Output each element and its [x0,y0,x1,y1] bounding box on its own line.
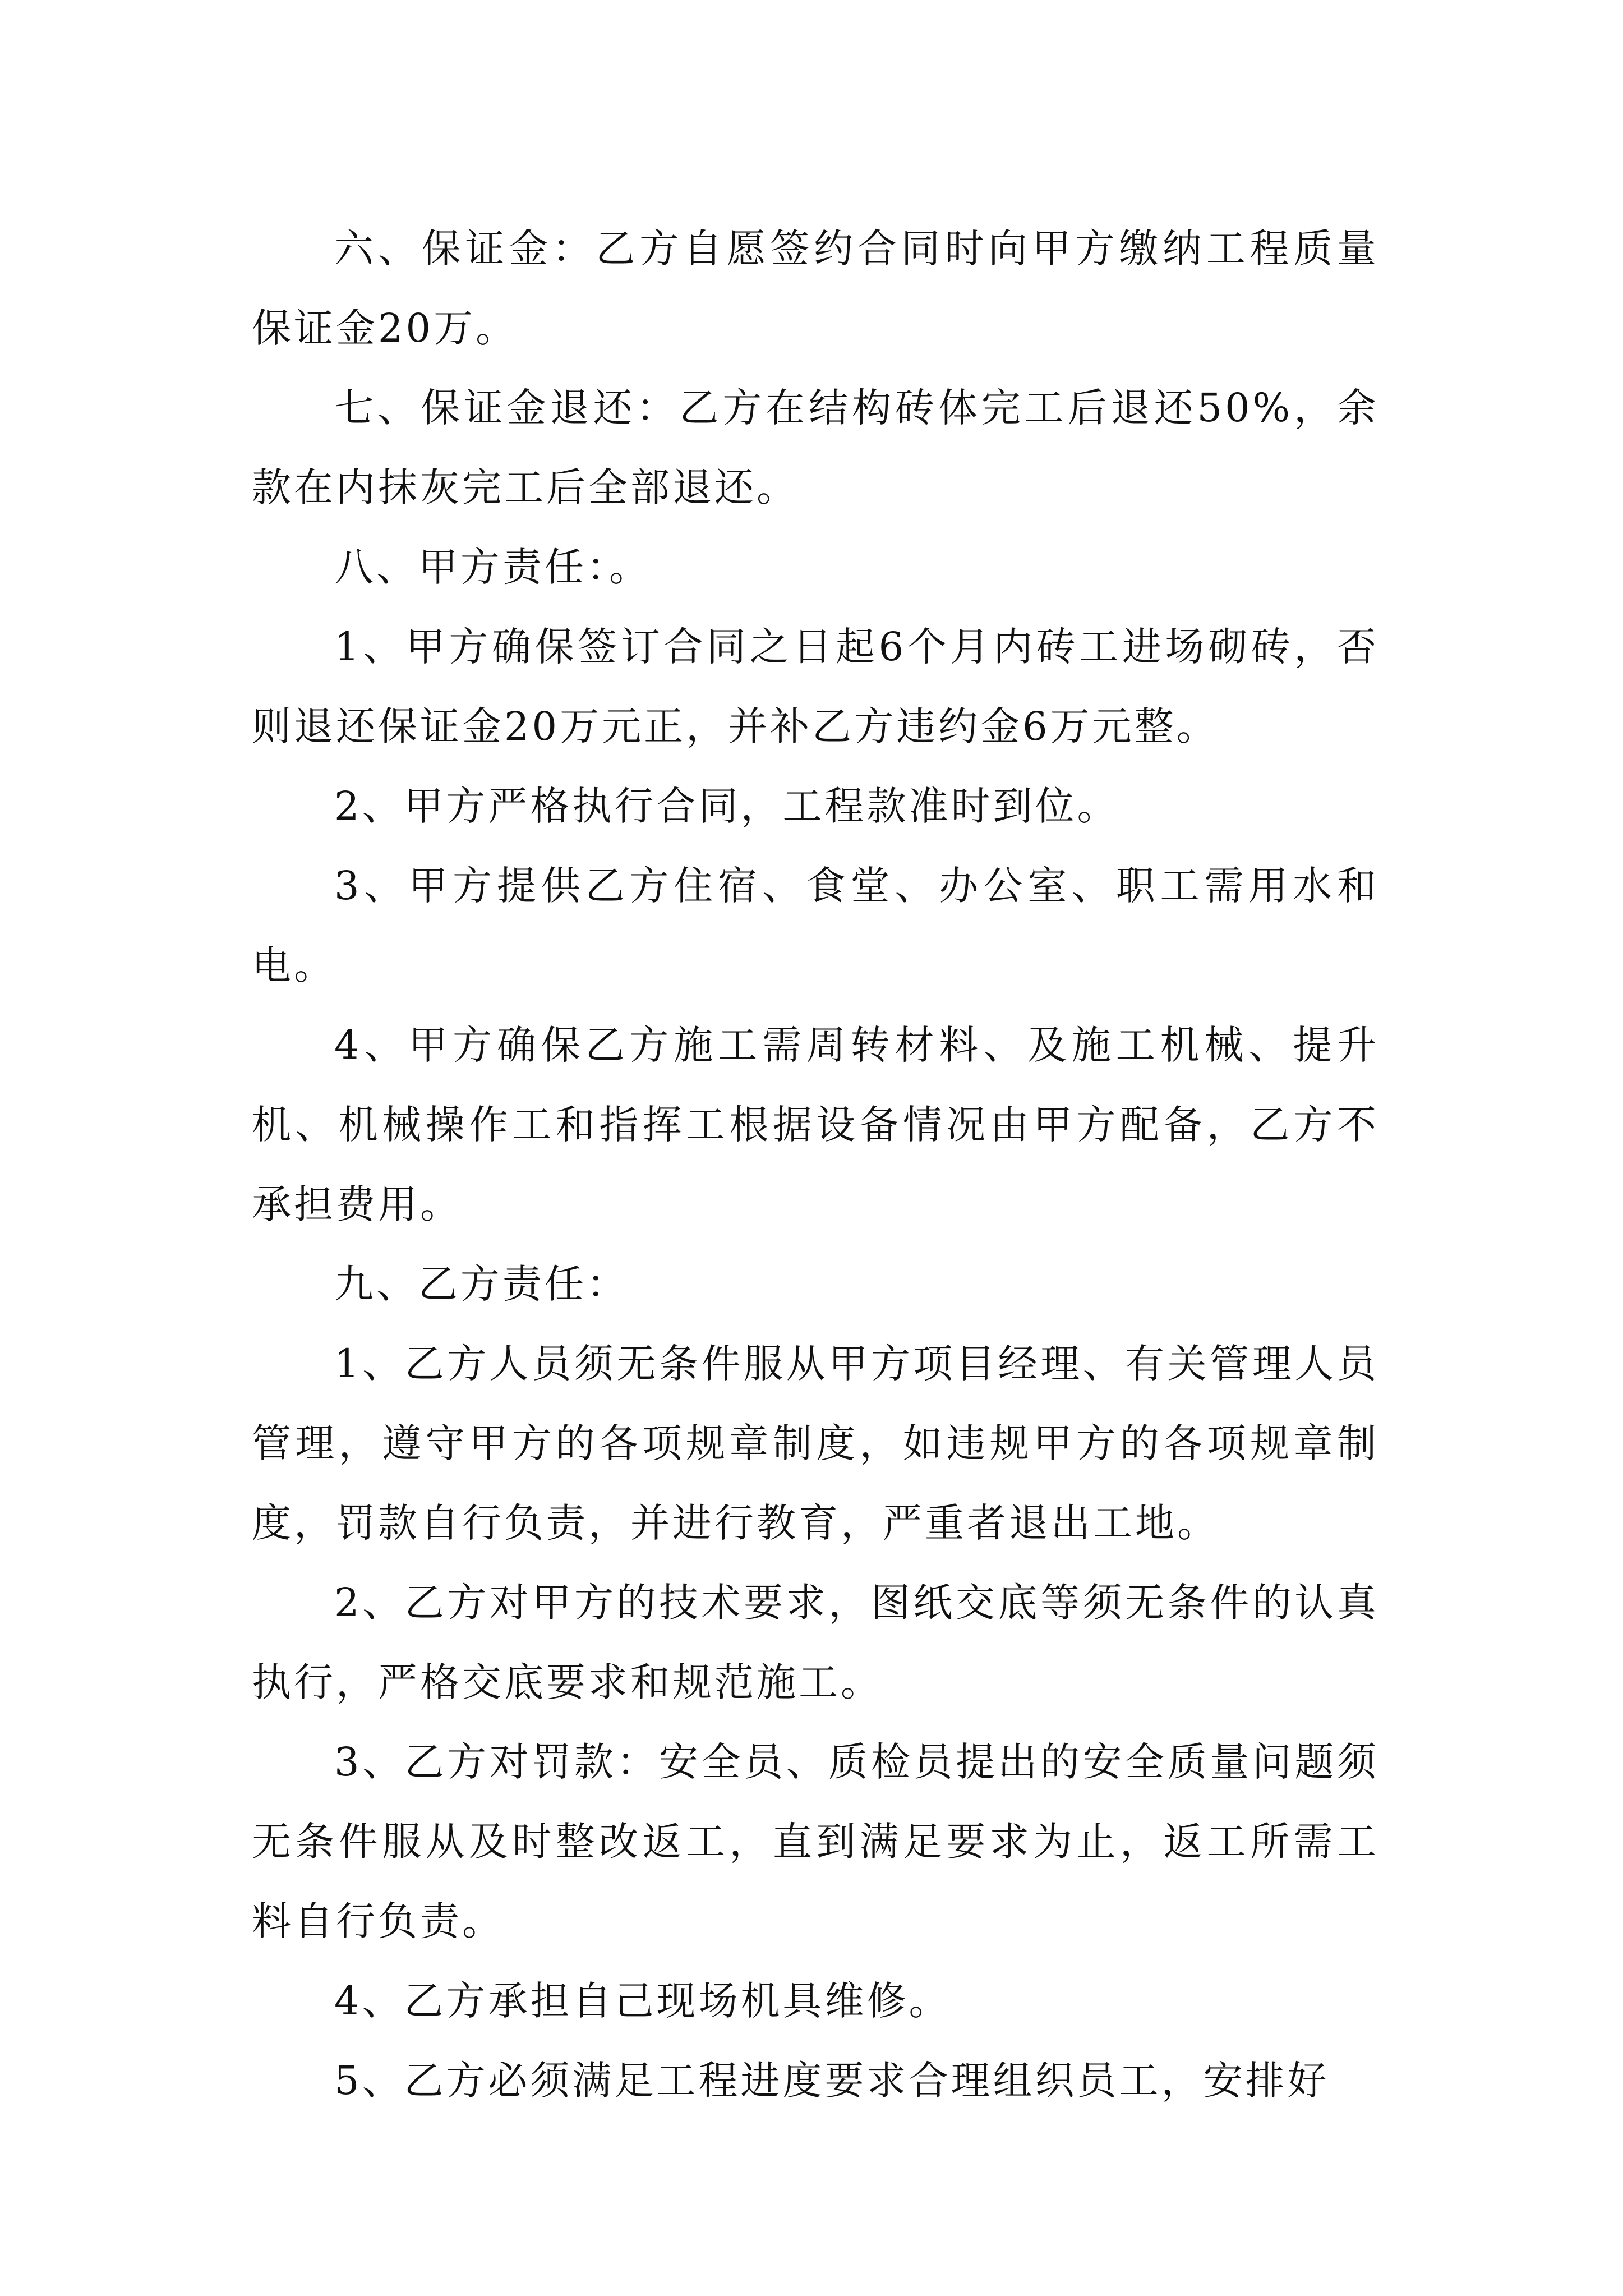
document-body [252,209,1379,2120]
paragraph-party-b-item-3: 3、乙方对罚款：安全员、质检员提出的安全质量问题须无条件服从及时整改返工，直到满足要求为止，返工所需工料自行负责。 [252,1739,1379,1944]
paragraph-party-b-item-4: 4、乙方承担自己现场机具维修。 [334,1978,951,2024]
paragraph-party-b-item-1: 1、乙方人员须无条件服从甲方项目经理、有关管理人员管理，遵守甲方的各项规章制度，如违规甲方的各项规章制度，罚款自行负责，并进行教育，严重者退出工地。 [252,1341,1379,1546]
paragraph-party-a-item-3: 3、甲方提供乙方住宿、食堂、办公室、职工需用水和电。 [252,863,1379,988]
paragraph-deposit: 六、保证金：乙方自愿签约合同时向甲方缴纳工程质量保证金20万。 [252,226,1379,351]
heading-party-b-responsibilities: 九、乙方责任： [334,1261,629,1307]
paragraph-party-b-item-2: 2、乙方对甲方的技术要求，图纸交底等须无条件的认真执行，严格交底要求和规范施工。 [252,1580,1379,1705]
paragraph-party-a-item-2: 2、甲方严格执行合同，工程款准时到位。 [334,783,1119,829]
paragraph-party-b-item-5: 5、乙方必须满足工程进度要求合理组织员工，安排好 [334,2058,1330,2104]
heading-party-a-responsibilities: 八、甲方责任：。 [334,544,651,590]
paragraph-party-a-item-1: 1、甲方确保签订合同之日起6个月内砖工进场砌砖，否则退还保证金20万元正，并补乙方违约金6万元整。 [252,624,1379,749]
paragraph-party-a-item-4: 4、甲方确保乙方施工需周转材料、及施工机械、提升机、机械操作工和指挥工根据设备情况由甲方配备，乙方不承担费用。 [252,1022,1379,1227]
paragraph-deposit-refund: 七、保证金退还：乙方在结构砖体完工后退还50%，余款在内抹灰完工后全部退还。 [252,385,1379,510]
